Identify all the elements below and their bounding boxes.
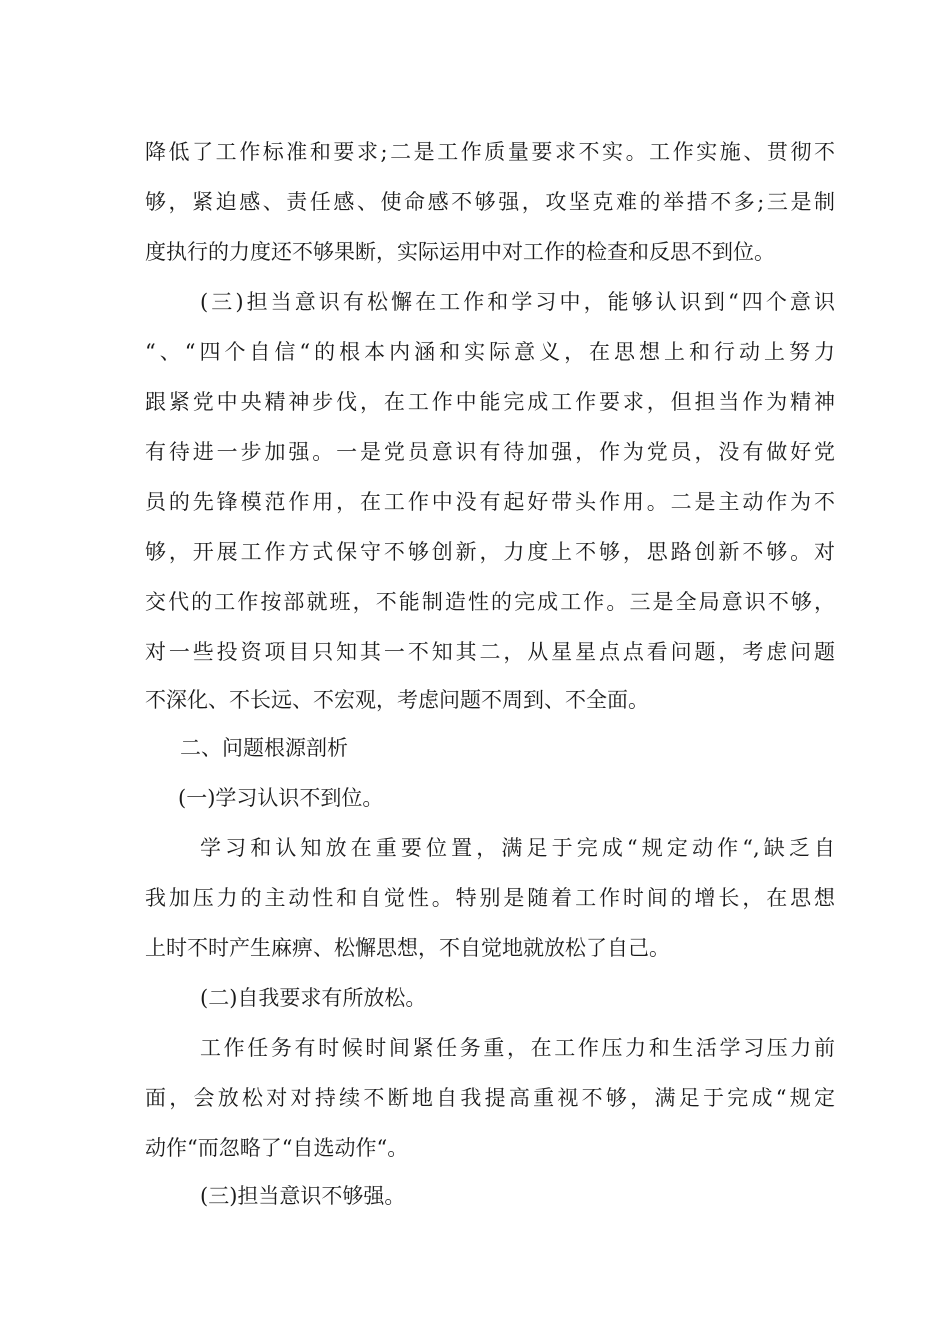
text-line-19: 工作任务有时候时间紧任务重，在工作压力和生活学习压力前	[200, 1036, 835, 1060]
text-line-5: “、“四个自信“的根本内涵和实际意义，在思想上和行动上努力	[145, 340, 835, 364]
subsection-heading-1: (一)学习认识不到位。	[178, 786, 384, 810]
text-line-11: 对一些投资项目只知其一不知其二，从星星点点看问题，考虑问题	[145, 640, 835, 664]
subsection-heading-2: (二)自我要求有所放松。	[200, 986, 427, 1010]
text-line-12: 不深化、不长远、不宏观，考虑问题不周到、不全面。	[145, 688, 649, 712]
section-heading: 二、问题根源剖析	[180, 736, 348, 760]
text-line-15: 学习和认知放在重要位置，满足于完成“规定动作“,缺乏自	[200, 836, 835, 860]
text-line-3: 度执行的力度还不够果断，实际运用中对工作的检查和反思不到位。	[145, 240, 775, 264]
text-line-7: 有待进一步加强。一是党员意识有待加强，作为党员，没有做好党	[145, 440, 835, 464]
subsection-heading-3: (三)担当意识不够强。	[200, 1184, 406, 1208]
text-line-6: 跟紧党中央精神步伐，在工作中能完成工作要求，但担当作为精神	[145, 390, 835, 414]
text-line-20: 面，会放松对对持续不断地自我提高重视不够，满足于完成“规定	[145, 1086, 835, 1110]
text-line-16: 我加压力的主动性和自觉性。特别是随着工作时间的增长，在思想	[145, 886, 835, 910]
text-line-9: 够，开展工作方式保守不够创新，力度上不够，思路创新不够。对	[145, 540, 835, 564]
text-line-1: 降低了工作标准和要求;二是工作质量要求不实。工作实施、贯彻不	[145, 140, 835, 164]
text-line-10: 交代的工作按部就班，不能制造性的完成工作。三是全局意识不够，	[145, 590, 835, 614]
text-line-8: 员的先锋模范作用，在工作中没有起好带头作用。二是主动作为不	[145, 490, 835, 514]
text-line-17: 上时不时产生麻痹、松懈思想，不自觉地就放松了自己。	[145, 936, 670, 960]
text-line-2: 够，紧迫感、责任感、使命感不够强，攻坚克难的举措不多;三是制	[145, 190, 835, 214]
text-line-21: 动作“而忽略了“自选动作“。	[145, 1136, 409, 1160]
text-line-4: (三)担当意识有松懈在工作和学习中，能够认识到“四个意识	[200, 290, 835, 314]
